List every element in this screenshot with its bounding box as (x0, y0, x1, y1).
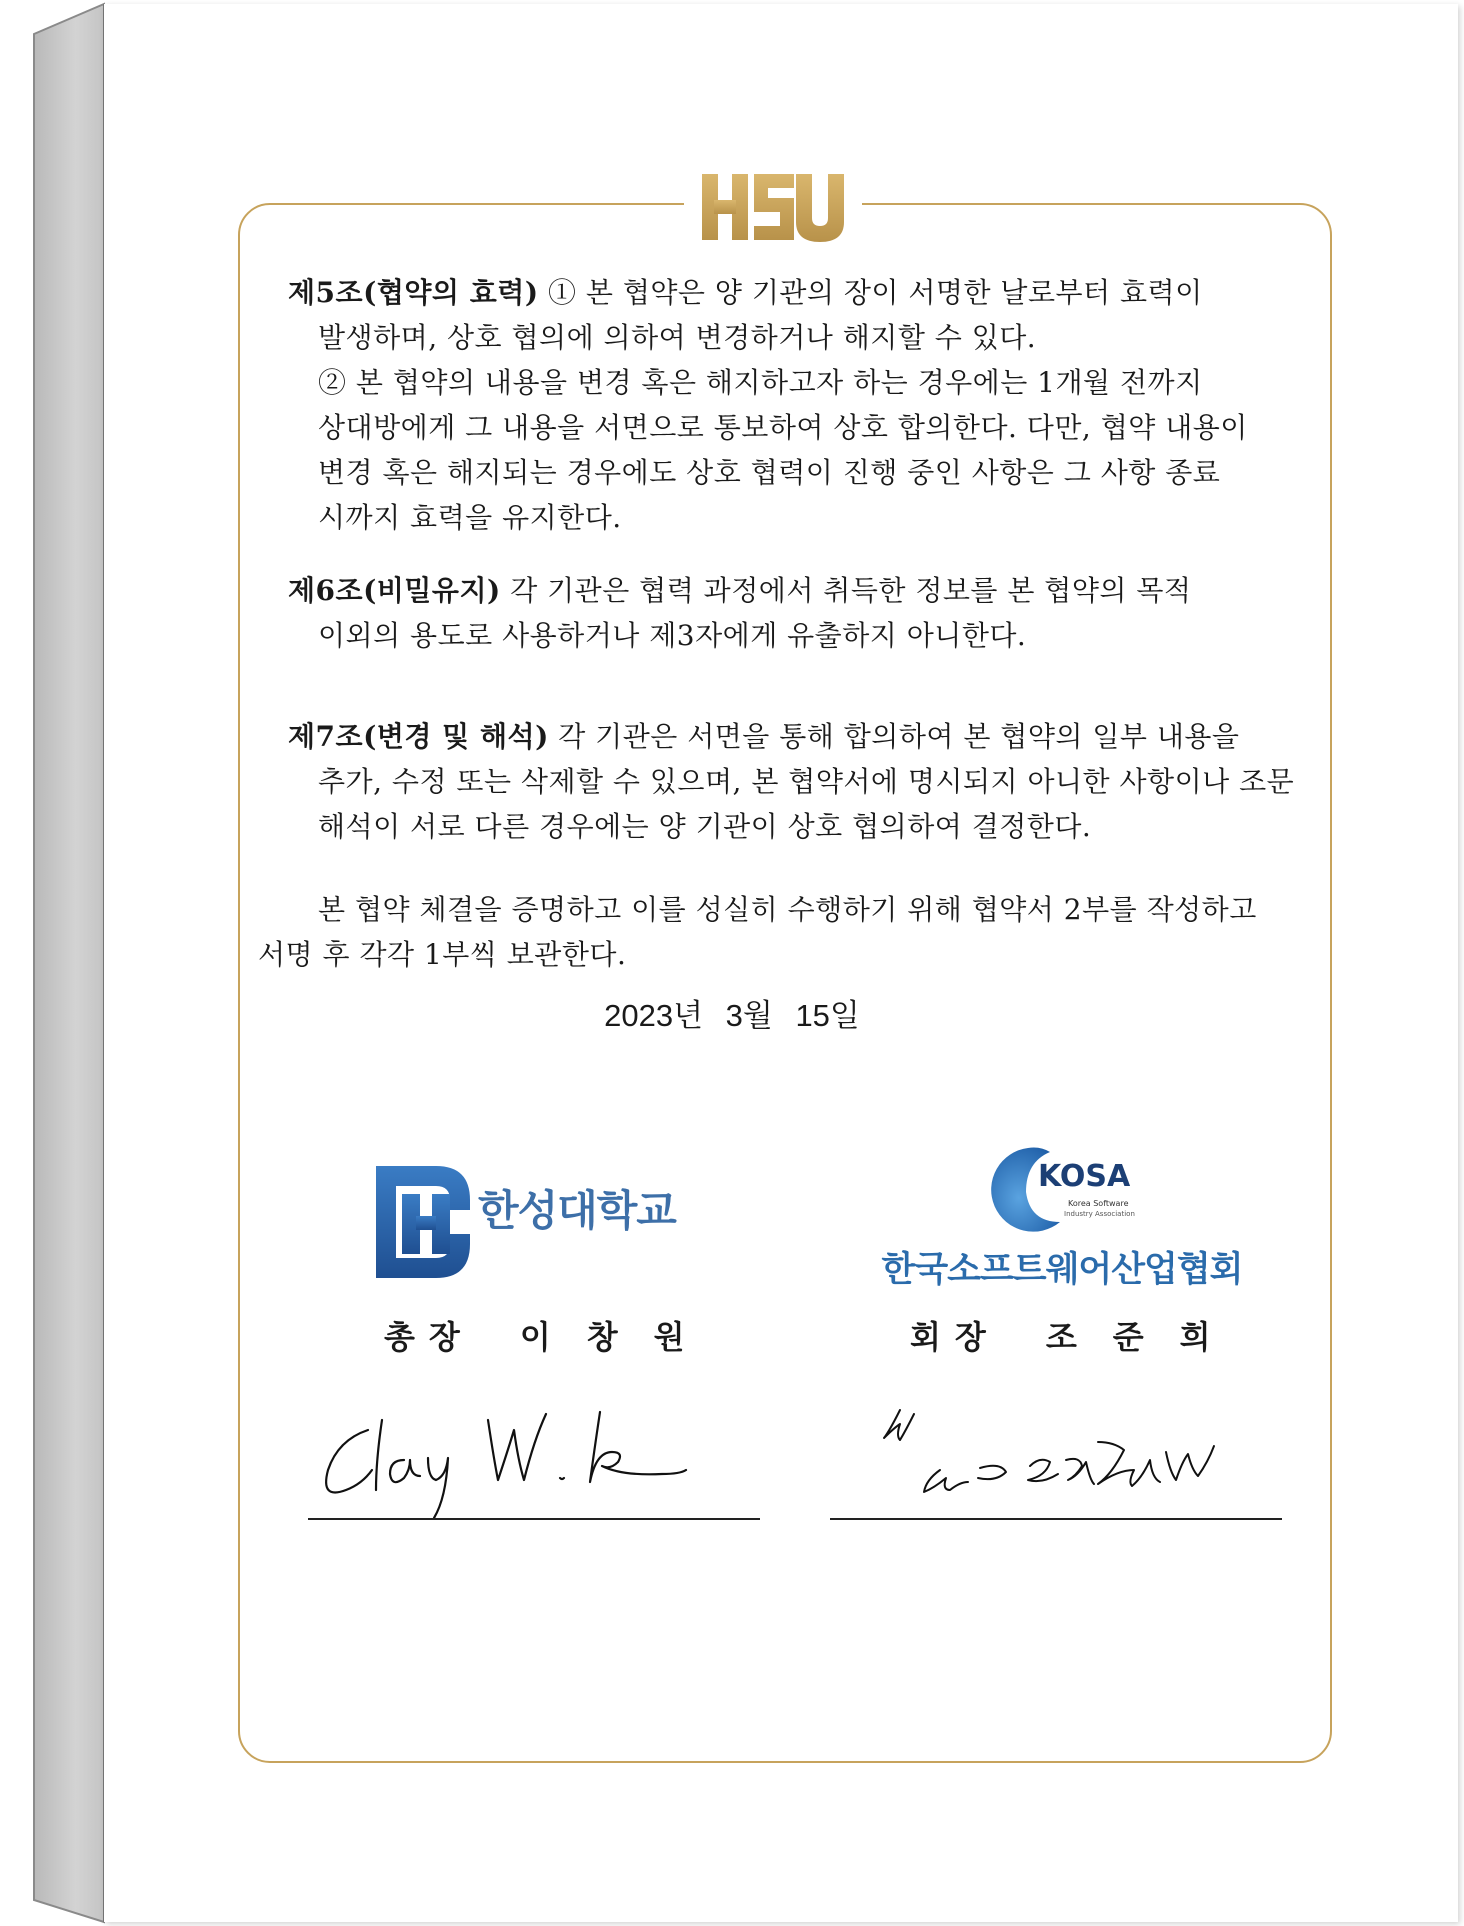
article-5-clause-2-line-2: 상대방에게 그 내용을 서면으로 통보하여 상호 합의한다. 다만, 협약 내용이 (318, 411, 1248, 444)
article-6-line-1: 각 기관은 협력 과정에서 취득한 정보를 본 협약의 목적 (510, 574, 1192, 607)
article-5-clause-1-line-1: ① 본 협약은 양 기관의 장이 서명한 날로부터 효력이 (547, 276, 1203, 309)
hansung-signature-area (308, 1390, 760, 1520)
article-7 (288, 714, 1298, 849)
article-7-line-3: 해석이 서로 다른 경우에는 양 기관이 상호 협의하여 결정한다. (318, 810, 1092, 843)
article-7-line-2: 추가, 수정 또는 삭제할 수 있으며, 본 협약서에 명시되지 아니한 사항이나 조문 (318, 765, 1295, 798)
hansung-signature-line (308, 1518, 760, 1520)
hsu-logo (684, 168, 862, 246)
article-5 (288, 270, 1298, 540)
hansung-signatory (384, 1312, 721, 1358)
hansung-university-name: 한성대학교 (478, 1186, 676, 1235)
kosa-signatory-title: 회장 (910, 1318, 1000, 1356)
article-5-heading: 제5조(협약의 효력) (288, 276, 539, 309)
kosa-signature-area (830, 1390, 1282, 1520)
article-5-clause-2-line-3: 변경 혹은 해지되는 경우에도 상호 협력이 진행 중인 사항은 그 사항 종료 (318, 456, 1221, 489)
svg-text:KOSA: KOSA (1038, 1159, 1131, 1194)
closing-paragraph (258, 887, 1298, 977)
hansung-signatory-name: 이창원 (519, 1318, 721, 1356)
svg-text:Korea Software: Korea Software (1068, 1199, 1129, 1208)
closing-line-2: 서명 후 각각 1부씩 보관한다. (258, 938, 627, 971)
kosa-signatory-name: 조준희 (1045, 1318, 1247, 1356)
article-5-clause-1-line-2: 발생하며, 상호 협의에 의하여 변경하거나 해지할 수 있다. (318, 321, 1037, 354)
article-6 (288, 568, 1298, 658)
hansung-signature (308, 1390, 760, 1520)
article-7-heading: 제7조(변경 및 해석) (288, 720, 549, 753)
kosa-signature-line (830, 1518, 1282, 1520)
article-5-clause-2-line-1: ② 본 협약의 내용을 변경 혹은 해지하고자 하는 경우에는 1개월 전까지 (318, 366, 1203, 399)
closing-line-1: 본 협약 체결을 증명하고 이를 성실히 수행하기 위해 협약서 2부를 작성하고 (318, 893, 1257, 926)
kosa-organization-name: 한국소프트웨어산업협회 (881, 1250, 1243, 1290)
kosa-signature (830, 1390, 1282, 1520)
svg-text:Industry Association: Industry Association (1064, 1210, 1135, 1218)
article-6-heading: 제6조(비밀유지) (288, 574, 501, 607)
signing-date: 2023년 3월 15일 (604, 998, 860, 1033)
article-7-line-1: 각 기관은 서면을 통해 합의하여 본 협약의 일부 내용을 (558, 720, 1240, 753)
article-6-line-2: 이외의 용도로 사용하거나 제3자에게 유출하지 아니한다. (318, 619, 1027, 652)
agreement-text (258, 270, 1298, 977)
kosa-signatory (910, 1312, 1247, 1358)
kosa-emblem-icon (968, 1140, 1168, 1250)
hansung-signatory-title: 총장 (384, 1318, 474, 1356)
article-5-clause-2-line-4: 시까지 효력을 유지한다. (318, 501, 622, 534)
